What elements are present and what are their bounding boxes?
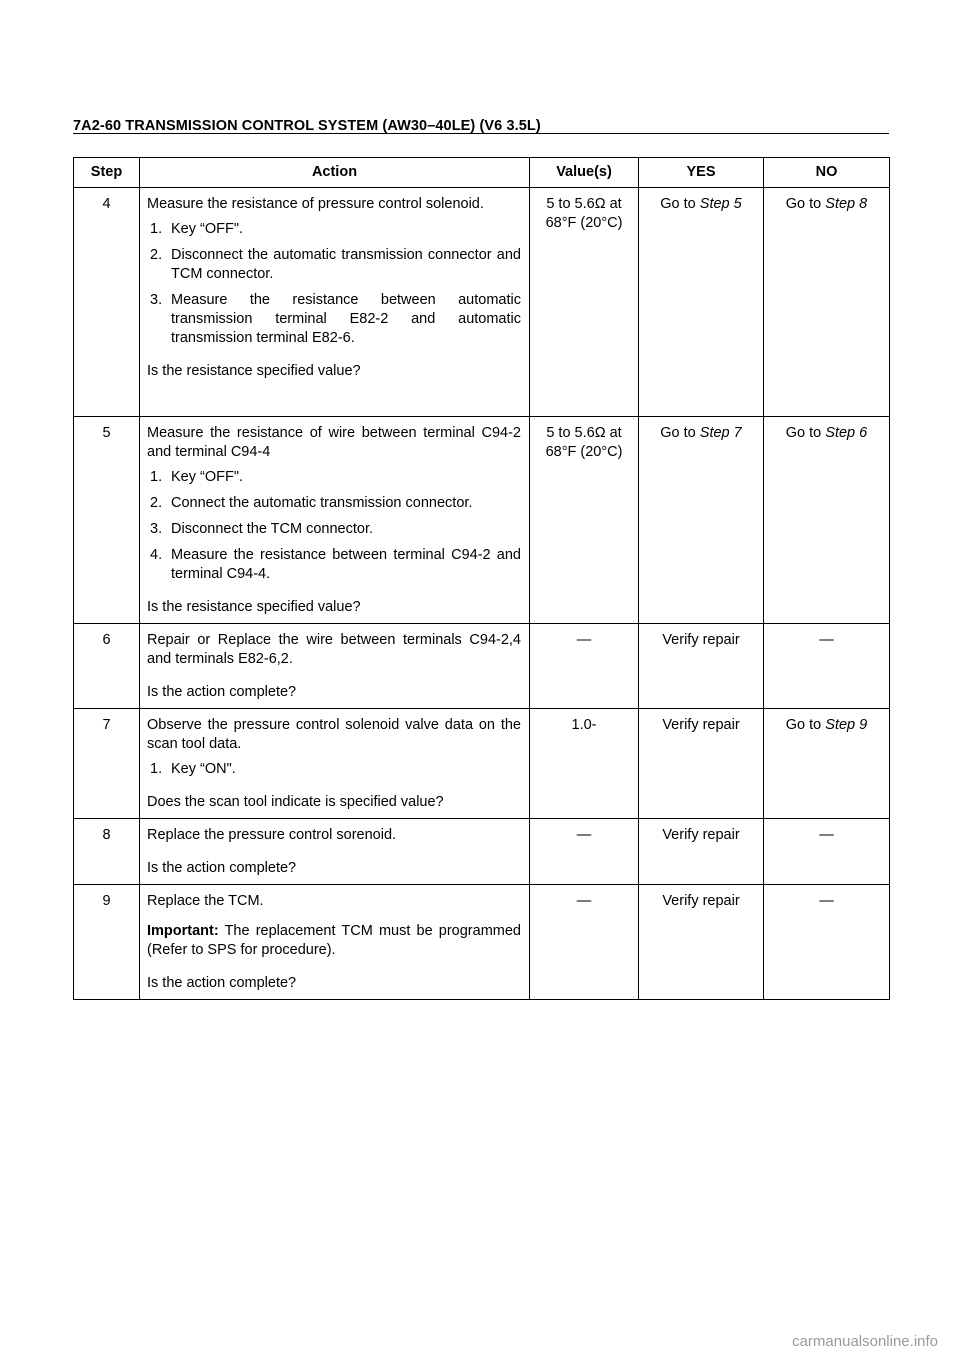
step-number: 5 <box>74 417 140 624</box>
column-header-step: Step <box>74 158 140 188</box>
important-text: The replacement TCM must be programmed (Refer to SPS for procedure). <box>147 923 521 958</box>
substep-number: 1. <box>150 761 163 777</box>
goto-prefix: Go to <box>785 196 826 212</box>
table-row <box>74 624 890 709</box>
action-text: Repair or Replace the wire between terminals C94-2,4 and terminals E82-6,2. <box>147 632 521 667</box>
value-line: 5 to 5.6Ω at <box>546 425 622 441</box>
substep-text: Key “ON". <box>171 761 236 777</box>
action-question: Is the action complete? <box>147 975 297 991</box>
no-cell <box>764 188 890 417</box>
substep <box>147 220 521 239</box>
goto-step: Step 8 <box>825 196 868 212</box>
value-cell: — <box>530 624 639 709</box>
substep-number: 2. <box>150 247 163 263</box>
table-row <box>74 819 890 885</box>
header-rule <box>73 133 889 134</box>
action-cell <box>140 188 530 417</box>
step-number: 7 <box>74 709 140 819</box>
substep-text: Key “OFF". <box>171 221 244 237</box>
no-cell: — <box>764 885 890 1000</box>
substep-number: 1. <box>150 469 163 485</box>
action-cell <box>140 709 530 819</box>
action-question: Is the resistance specified value? <box>147 599 361 615</box>
yes-cell <box>639 417 764 624</box>
substep-text: Disconnect the TCM connector. <box>171 521 374 537</box>
diagnostic-table <box>73 157 890 1000</box>
goto-step: Step 5 <box>699 196 742 212</box>
value-cell: — <box>530 885 639 1000</box>
value-line: 5 to 5.6Ω at <box>546 196 622 212</box>
no-cell: — <box>764 624 890 709</box>
substep <box>147 494 521 513</box>
important-label: Important: <box>147 923 219 939</box>
value-cell <box>530 417 639 624</box>
goto-prefix: Go to <box>785 425 826 441</box>
action-text: Measure the resistance of pressure control solenoid. <box>147 196 484 212</box>
value-cell <box>530 188 639 417</box>
substep <box>147 520 521 539</box>
no-cell <box>764 709 890 819</box>
substep-list <box>147 760 521 779</box>
substep-list <box>147 468 521 584</box>
action-question: Is the action complete? <box>147 860 297 876</box>
value-line: 68°F (20°C) <box>545 444 623 460</box>
goto-prefix: Go to <box>660 196 700 212</box>
step-number: 6 <box>74 624 140 709</box>
action-question: Does the scan tool indicate is specified value? <box>147 794 444 810</box>
substep-text: Disconnect the automatic transmission connector and TCM connector. <box>171 247 521 282</box>
action-text: Replace the pressure control sorenoid. <box>147 827 397 843</box>
table-row <box>74 417 890 624</box>
substep-text: Connect the automatic transmission connector. <box>171 495 473 511</box>
substep-number: 3. <box>150 521 163 537</box>
yes-cell: Verify repair <box>639 624 764 709</box>
substep <box>147 468 521 487</box>
value-cell: — <box>530 819 639 885</box>
substep <box>147 246 521 284</box>
action-text: Measure the resistance of wire between terminal C94-2 and terminal C94-4 <box>147 425 521 460</box>
action-cell <box>140 417 530 624</box>
action-question: Is the action complete? <box>147 684 297 700</box>
substep-number: 4. <box>150 547 163 563</box>
column-header-no: NO <box>764 158 890 188</box>
substep <box>147 760 521 779</box>
yes-cell: Verify repair <box>639 819 764 885</box>
substep-text: Measure the resistance between terminal C94-2 and terminal C94-4. <box>171 547 521 582</box>
step-number: 4 <box>74 188 140 417</box>
goto-step: Step 6 <box>825 425 868 441</box>
action-text: Replace the TCM. <box>147 893 264 909</box>
table-row <box>74 188 890 417</box>
step-number: 8 <box>74 819 140 885</box>
step-number: 9 <box>74 885 140 1000</box>
no-cell <box>764 417 890 624</box>
substep <box>147 546 521 584</box>
page-header: 7A2-60 TRANSMISSION CONTROL SYSTEM (AW30–40LE) (V6 3.5L) <box>73 118 541 134</box>
value-cell: 1.0- <box>530 709 639 819</box>
watermark: carmanualsonline.info <box>792 1333 938 1350</box>
substep <box>147 291 521 348</box>
substep-number: 2. <box>150 495 163 511</box>
column-header-yes: YES <box>639 158 764 188</box>
action-text: Observe the pressure control solenoid valve data on the scan tool data. <box>147 717 521 752</box>
action-question: Is the resistance specified value? <box>147 363 361 379</box>
value-line: 68°F (20°C) <box>545 215 623 231</box>
table-header-row <box>74 158 890 188</box>
action-cell <box>140 819 530 885</box>
yes-cell: Verify repair <box>639 885 764 1000</box>
substep-text: Measure the resistance between automatic transmission terminal E82-2 and automatic transmission terminal E82-6. <box>171 292 521 346</box>
goto-step: Step 9 <box>825 717 868 733</box>
goto-prefix: Go to <box>660 425 700 441</box>
no-cell: — <box>764 819 890 885</box>
substep-number: 3. <box>150 292 163 308</box>
important-note <box>147 922 521 960</box>
action-cell <box>140 885 530 1000</box>
substep-number: 1. <box>150 221 163 237</box>
goto-step: Step 7 <box>699 425 742 441</box>
table-row <box>74 885 890 1000</box>
yes-cell: Verify repair <box>639 709 764 819</box>
column-header-action: Action <box>140 158 530 188</box>
column-header-values: Value(s) <box>530 158 639 188</box>
substep-list <box>147 220 521 348</box>
table-row <box>74 709 890 819</box>
substep-text: Key “OFF". <box>171 469 244 485</box>
yes-cell <box>639 188 764 417</box>
goto-prefix: Go to <box>785 717 826 733</box>
action-cell <box>140 624 530 709</box>
